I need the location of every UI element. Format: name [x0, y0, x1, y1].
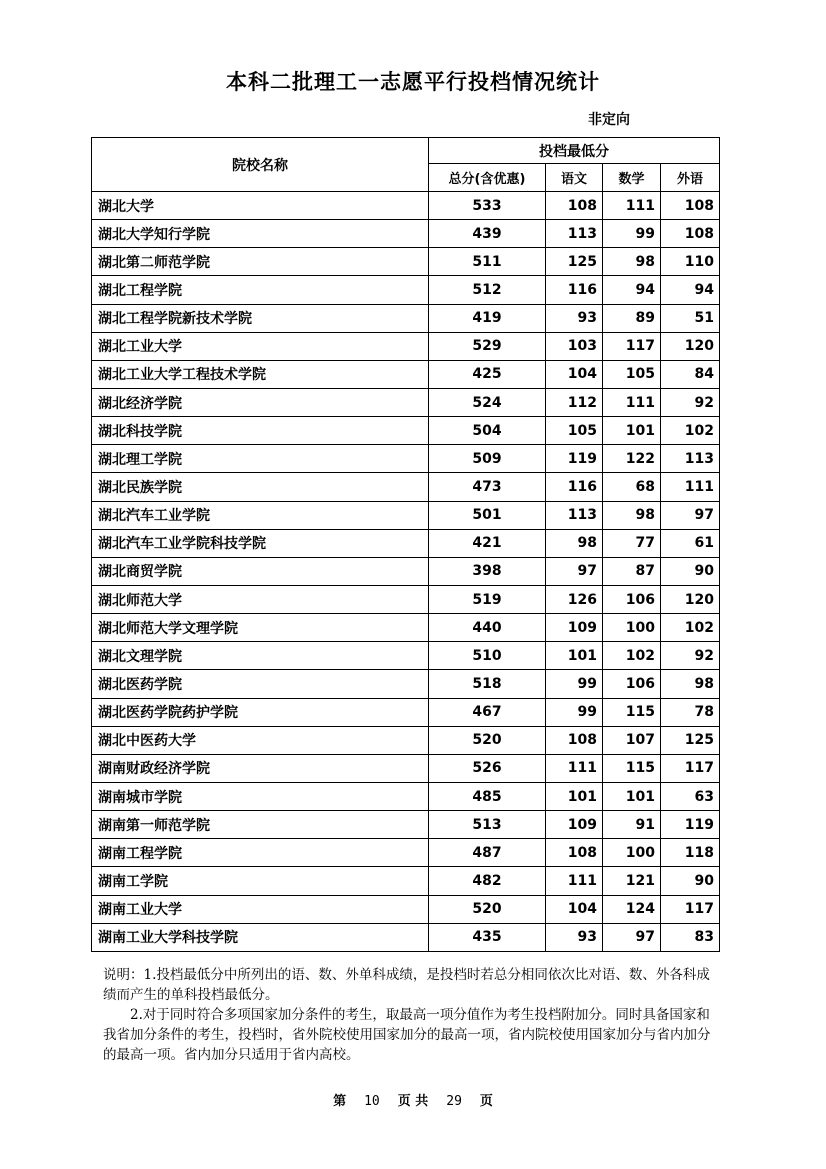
chinese-score-cell: 101: [546, 782, 603, 810]
english-score-cell: 108: [661, 192, 720, 220]
school-name-cell: 湖北工业大学工程技术学院: [92, 360, 429, 388]
total-score-cell: 482: [429, 867, 546, 895]
math-score-cell: 106: [603, 585, 661, 613]
math-score-cell: 87: [603, 557, 661, 585]
math-score-cell: 89: [603, 304, 661, 332]
math-score-cell: 91: [603, 811, 661, 839]
total-score-cell: 439: [429, 220, 546, 248]
chinese-score-cell: 99: [546, 698, 603, 726]
table-row: [92, 304, 720, 332]
total-score-cell: 512: [429, 276, 546, 304]
english-score-cell: 102: [661, 417, 720, 445]
chinese-score-cell: 98: [546, 529, 603, 557]
chinese-score-cell: 119: [546, 445, 603, 473]
total-score-cell: 473: [429, 473, 546, 501]
chinese-score-cell: 109: [546, 811, 603, 839]
total-score-cell: 518: [429, 670, 546, 698]
math-score-cell: 101: [603, 417, 661, 445]
school-name-cell: 湖北工程学院新技术学院: [92, 304, 429, 332]
school-name-cell: 湖南工程学院: [92, 839, 429, 867]
math-score-cell: 107: [603, 726, 661, 754]
english-score-cell: 51: [661, 304, 720, 332]
total-score-cell: 467: [429, 698, 546, 726]
total-score-cell: 509: [429, 445, 546, 473]
table-row: [92, 585, 720, 613]
header-english: 外语: [661, 164, 720, 192]
english-score-cell: 94: [661, 276, 720, 304]
total-score-cell: 533: [429, 192, 546, 220]
chinese-score-cell: 104: [546, 895, 603, 923]
page-footer: [0, 1090, 826, 1109]
header-school-name: 院校名称: [92, 138, 429, 192]
school-name-cell: 湖南工学院: [92, 867, 429, 895]
english-score-cell: 63: [661, 782, 720, 810]
total-score-cell: 419: [429, 304, 546, 332]
chinese-score-cell: 112: [546, 388, 603, 416]
school-name-cell: 湖北科技学院: [92, 417, 429, 445]
math-score-cell: 102: [603, 642, 661, 670]
math-score-cell: 115: [603, 698, 661, 726]
chinese-score-cell: 93: [546, 923, 603, 951]
school-name-cell: 湖北中医药大学: [92, 726, 429, 754]
page-subtitle: 非定向: [588, 112, 630, 128]
math-score-cell: 77: [603, 529, 661, 557]
table-row: [92, 473, 720, 501]
chinese-score-cell: 108: [546, 192, 603, 220]
total-score-cell: 501: [429, 501, 546, 529]
english-score-cell: 118: [661, 839, 720, 867]
school-name-cell: 湖北第二师范学院: [92, 248, 429, 276]
table-row: [92, 698, 720, 726]
english-score-cell: 117: [661, 895, 720, 923]
school-name-cell: 湖北师范大学: [92, 585, 429, 613]
total-score-cell: 526: [429, 754, 546, 782]
table-row: [92, 417, 720, 445]
total-score-cell: 519: [429, 585, 546, 613]
table-row: [92, 642, 720, 670]
total-score-cell: 510: [429, 642, 546, 670]
table-row: [92, 811, 720, 839]
footer-page-number: 10: [364, 1094, 380, 1109]
school-name-cell: 湖北大学知行学院: [92, 220, 429, 248]
total-score-cell: 435: [429, 923, 546, 951]
school-name-cell: 湖北医药学院药护学院: [92, 698, 429, 726]
chinese-score-cell: 111: [546, 867, 603, 895]
school-name-cell: 湖北汽车工业学院: [92, 501, 429, 529]
english-score-cell: 90: [661, 867, 720, 895]
chinese-score-cell: 113: [546, 220, 603, 248]
math-score-cell: 94: [603, 276, 661, 304]
school-name-cell: 湖南第一师范学院: [92, 811, 429, 839]
math-score-cell: 106: [603, 670, 661, 698]
chinese-score-cell: 111: [546, 754, 603, 782]
school-name-cell: 湖南工业大学: [92, 895, 429, 923]
chinese-score-cell: 113: [546, 501, 603, 529]
english-score-cell: 111: [661, 473, 720, 501]
note-2: 2.对于同时符合多项国家加分条件的考生，取最高一项分值作为考生投档附加分。同时具备国家和我省加分条件的考生，投档时，省外院校使用国家加分的最高一项，省内院校使用国家加分与省内加分的最高一项。省内加分只适用于省内高校。: [103, 1007, 711, 1063]
table-row: [92, 839, 720, 867]
table-row: [92, 557, 720, 585]
english-score-cell: 78: [661, 698, 720, 726]
total-score-cell: 504: [429, 417, 546, 445]
total-score-cell: 520: [429, 726, 546, 754]
notes: [103, 965, 723, 1065]
chinese-score-cell: 101: [546, 642, 603, 670]
footer-label-end: 页: [479, 1094, 493, 1109]
table-row: [92, 220, 720, 248]
school-name-cell: 湖北商贸学院: [92, 557, 429, 585]
math-score-cell: 98: [603, 248, 661, 276]
header-min-score-group: 投档最低分: [429, 138, 720, 164]
english-score-cell: 97: [661, 501, 720, 529]
total-score-cell: 511: [429, 248, 546, 276]
english-score-cell: 102: [661, 614, 720, 642]
footer-label-page: 第: [333, 1094, 347, 1109]
school-name-cell: 湖北经济学院: [92, 388, 429, 416]
table-row: [92, 782, 720, 810]
school-name-cell: 湖北工业大学: [92, 332, 429, 360]
chinese-score-cell: 104: [546, 360, 603, 388]
english-score-cell: 61: [661, 529, 720, 557]
english-score-cell: 117: [661, 754, 720, 782]
math-score-cell: 121: [603, 867, 661, 895]
total-score-cell: 524: [429, 388, 546, 416]
table-row: [92, 248, 720, 276]
total-score-cell: 487: [429, 839, 546, 867]
chinese-score-cell: 93: [546, 304, 603, 332]
school-name-cell: 湖北工程学院: [92, 276, 429, 304]
math-score-cell: 68: [603, 473, 661, 501]
header-total: 总分(含优惠): [429, 164, 546, 192]
english-score-cell: 108: [661, 220, 720, 248]
table-row: [92, 332, 720, 360]
math-score-cell: 111: [603, 388, 661, 416]
footer-label-of: 页 共: [397, 1094, 429, 1109]
total-score-cell: 440: [429, 614, 546, 642]
school-name-cell: 湖北民族学院: [92, 473, 429, 501]
table-row: [92, 445, 720, 473]
school-name-cell: 湖北医药学院: [92, 670, 429, 698]
english-score-cell: 84: [661, 360, 720, 388]
table-body: [92, 192, 720, 952]
school-name-cell: 湖北大学: [92, 192, 429, 220]
chinese-score-cell: 116: [546, 473, 603, 501]
english-score-cell: 90: [661, 557, 720, 585]
table-row: [92, 923, 720, 951]
table-row: [92, 867, 720, 895]
total-score-cell: 529: [429, 332, 546, 360]
total-score-cell: 520: [429, 895, 546, 923]
english-score-cell: 92: [661, 388, 720, 416]
math-score-cell: 111: [603, 192, 661, 220]
english-score-cell: 119: [661, 811, 720, 839]
english-score-cell: 120: [661, 585, 720, 613]
school-name-cell: 湖北理工学院: [92, 445, 429, 473]
table-row: [92, 670, 720, 698]
total-score-cell: 425: [429, 360, 546, 388]
footer-page-total: 29: [446, 1094, 462, 1109]
math-score-cell: 115: [603, 754, 661, 782]
page-title: 本科二批理工一志愿平行投档情况统计: [226, 70, 600, 94]
math-score-cell: 99: [603, 220, 661, 248]
school-name-cell: 湖南工业大学科技学院: [92, 923, 429, 951]
school-name-cell: 湖北文理学院: [92, 642, 429, 670]
english-score-cell: 120: [661, 332, 720, 360]
header-chinese: 语文: [546, 164, 603, 192]
math-score-cell: 124: [603, 895, 661, 923]
chinese-score-cell: 126: [546, 585, 603, 613]
school-name-cell: 湖南城市学院: [92, 782, 429, 810]
chinese-score-cell: 105: [546, 417, 603, 445]
total-score-cell: 513: [429, 811, 546, 839]
math-score-cell: 117: [603, 332, 661, 360]
total-score-cell: 398: [429, 557, 546, 585]
chinese-score-cell: 99: [546, 670, 603, 698]
table-row: [92, 192, 720, 220]
math-score-cell: 100: [603, 839, 661, 867]
table-row: [92, 360, 720, 388]
math-score-cell: 105: [603, 360, 661, 388]
math-score-cell: 101: [603, 782, 661, 810]
table-row: [92, 614, 720, 642]
total-score-cell: 421: [429, 529, 546, 557]
table-row: [92, 895, 720, 923]
chinese-score-cell: 108: [546, 839, 603, 867]
chinese-score-cell: 108: [546, 726, 603, 754]
note-1: 说明：1.投档最低分中所列出的语、数、外单科成绩，是投档时若总分相同依次比对语、数、外各科成绩而产生的单科投档最低分。: [103, 967, 710, 1003]
total-score-cell: 485: [429, 782, 546, 810]
english-score-cell: 98: [661, 670, 720, 698]
table-row: [92, 754, 720, 782]
math-score-cell: 98: [603, 501, 661, 529]
header-math: 数学: [603, 164, 661, 192]
english-score-cell: 110: [661, 248, 720, 276]
math-score-cell: 100: [603, 614, 661, 642]
table-row: [92, 529, 720, 557]
chinese-score-cell: 109: [546, 614, 603, 642]
table-row: [92, 388, 720, 416]
chinese-score-cell: 125: [546, 248, 603, 276]
math-score-cell: 97: [603, 923, 661, 951]
table-row: [92, 501, 720, 529]
school-name-cell: 湖北师范大学文理学院: [92, 614, 429, 642]
english-score-cell: 83: [661, 923, 720, 951]
english-score-cell: 92: [661, 642, 720, 670]
english-score-cell: 125: [661, 726, 720, 754]
english-score-cell: 113: [661, 445, 720, 473]
chinese-score-cell: 103: [546, 332, 603, 360]
table-row: [92, 276, 720, 304]
chinese-score-cell: 97: [546, 557, 603, 585]
chinese-score-cell: 116: [546, 276, 603, 304]
admission-table: [91, 137, 720, 952]
table-row: [92, 726, 720, 754]
school-name-cell: 湖南财政经济学院: [92, 754, 429, 782]
math-score-cell: 122: [603, 445, 661, 473]
school-name-cell: 湖北汽车工业学院科技学院: [92, 529, 429, 557]
